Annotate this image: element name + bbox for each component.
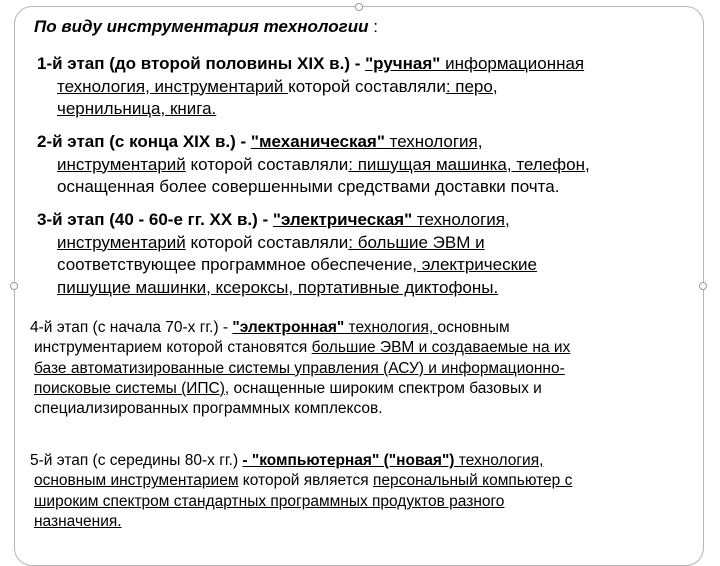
stage-5-text: основным инструментарием — [34, 472, 239, 490]
stage-1-paragraph — [37, 53, 584, 121]
stage-3-term: "электрическая" — [272, 210, 413, 229]
stage-4-text: , оснащенные широким спектром базовых и — [224, 379, 542, 397]
stage-5-line-3 — [30, 492, 572, 512]
stage-2-text: инструментарий — [57, 154, 186, 174]
frame-handle-top — [355, 3, 363, 11]
frame-handle-right — [699, 282, 707, 290]
stage-3-tools: пишущие машинки, ксероксы, портативные диктофоны. — [57, 277, 499, 297]
stage-3-line-3 — [37, 254, 537, 277]
stage-3-line-1 — [37, 209, 537, 232]
stage-4-tools: большие ЭВМ и создаваемые на их — [311, 339, 571, 357]
stage-3-paragraph — [37, 209, 537, 299]
stage-5-text: технология, — [454, 452, 544, 469]
stage-2-title: 2-й этап (с конца XIX в.) - — [37, 132, 251, 151]
stage-1-text: которой составляли — [288, 76, 446, 96]
stage-5-line-4 — [30, 512, 572, 532]
stage-5-tools: назначения. — [34, 512, 122, 530]
stage-3-text: соответствующее программное обеспечение — [57, 255, 413, 274]
stage-4-term: "электронная" — [232, 319, 345, 336]
heading-text: По виду инструментария технологии — [34, 17, 369, 36]
stage-5-paragraph — [30, 451, 572, 532]
stage-2-line-2 — [37, 154, 590, 177]
heading-colon: : — [368, 17, 378, 36]
stage-5-line-1 — [30, 451, 572, 471]
stage-4-text: основным — [437, 319, 510, 336]
stage-4-line-2 — [30, 338, 570, 358]
stage-5-tools: широким спектром стандартных программных продуктов разного — [34, 492, 505, 510]
stage-4-text: инструментарием которой становятся — [34, 339, 312, 357]
frame-handle-left — [10, 282, 18, 290]
stage-1-term: "ручная" — [365, 54, 441, 73]
stage-1-line-2 — [37, 76, 584, 99]
stage-4-tools: базе автоматизированные системы управления (АСУ) и информационно- — [34, 359, 565, 377]
stage-3-tools: , электрические — [412, 255, 537, 274]
stage-4-line-4 — [30, 379, 570, 399]
stage-1-text: технология, инструментарий — [57, 76, 289, 96]
stage-3-line-2 — [37, 232, 537, 255]
stage-2-text: оснащенная более совершенными средствами доставки почта. — [57, 177, 560, 196]
stage-2-term: "механическая" — [250, 132, 385, 151]
stage-2-paragraph — [37, 131, 590, 199]
stage-2-text: технология, — [384, 132, 483, 151]
stage-2-line-1 — [37, 131, 590, 154]
stage-2-tools: : пишущая машинка, телефон, — [348, 154, 590, 174]
stage-1-tools: чернильница, книга. — [57, 99, 217, 118]
stage-4-line-1 — [30, 318, 570, 338]
stage-1-text: информационная — [440, 54, 585, 73]
stage-4-text: технология, — [344, 319, 438, 336]
stage-4-title: 4-й этап (с начала 70-х гг.) - — [30, 319, 233, 336]
stage-1-line-1 — [37, 53, 584, 76]
stage-1-line-3 — [37, 98, 584, 121]
stage-3-text: технология, — [412, 210, 510, 229]
stage-3-tools: : большие ЭВМ и — [348, 232, 485, 252]
stage-5-term: - "компьютерная" ("новая") — [242, 452, 455, 469]
stage-3-text: которой составляли — [185, 232, 349, 252]
slide-heading — [34, 17, 378, 37]
stage-5-text: которой является — [238, 472, 373, 490]
stage-2-line-3 — [37, 176, 590, 199]
stage-4-paragraph — [30, 318, 570, 419]
stage-1-tools: : перо, — [445, 76, 498, 96]
stage-3-line-4 — [37, 277, 537, 300]
stage-5-tools: персональный компьютер с — [372, 472, 573, 490]
stage-3-text: инструментарий — [57, 232, 186, 252]
stage-4-line-5 — [30, 399, 570, 419]
stage-2-text: которой составляли — [185, 154, 349, 174]
stage-5-title: 5-й этап (с середины 80-х гг.) — [30, 452, 243, 469]
stage-5-line-2 — [30, 471, 572, 491]
stage-3-title: 3-й этап (40 - 60-е гг. XX в.) - — [37, 210, 273, 229]
stage-1-title: 1-й этап (до второй половины XIX в.) - — [37, 54, 366, 73]
stage-4-text: специализированных программных комплексов. — [34, 400, 383, 418]
stage-4-line-3 — [30, 359, 570, 379]
stage-4-tools: поисковые системы (ИПС) — [34, 379, 225, 397]
